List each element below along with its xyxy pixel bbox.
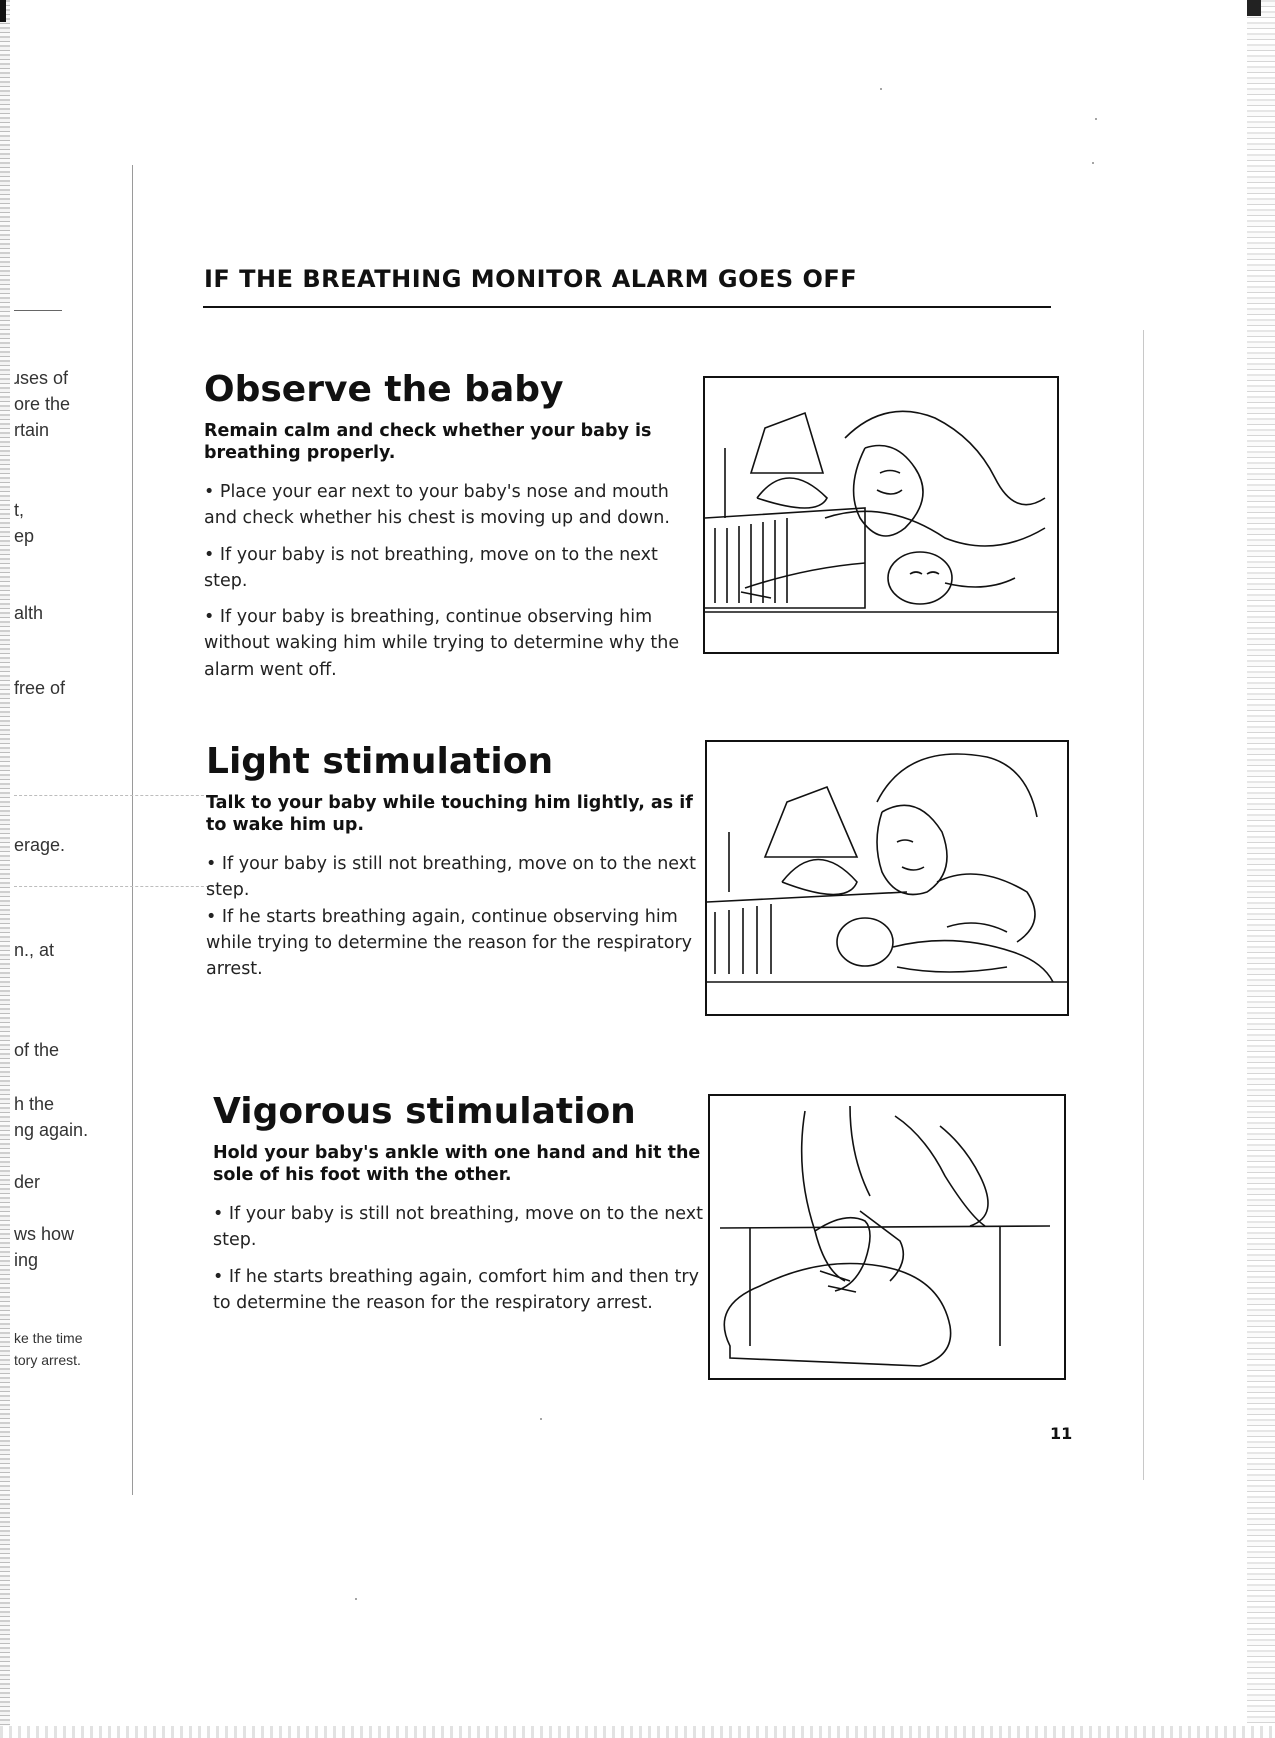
previous-page-fragment: rtain: [14, 420, 50, 440]
previous-page-fragment: h the: [14, 1094, 55, 1114]
previous-page-fragment: n., at: [14, 940, 55, 960]
scan-speck: [880, 88, 882, 90]
section-vigorous-stimulation: [213, 1092, 703, 1326]
scan-edge-right: [1247, 0, 1275, 1738]
section-title: Vigorous stimulation: [213, 1091, 636, 1132]
previous-page-fragment: tory arrest.: [14, 1352, 81, 1368]
previous-page-fragment: ws how: [14, 1224, 75, 1244]
previous-page-margin: [14, 0, 124, 1738]
bullet-item: • If he starts breathing again, comfort him and then try to determine the reason for the respiratory arrest.: [213, 1266, 699, 1313]
previous-page-rule: [14, 310, 62, 311]
scan-speck: [355, 1598, 357, 1600]
previous-page-fragment: erage.: [14, 835, 66, 855]
scan-speck: [1095, 118, 1097, 120]
previous-page-fragment: ore the: [14, 394, 71, 414]
previous-page-fragment: ng again.: [14, 1120, 89, 1140]
hands-holding-baby-foot-illustration: [708, 1094, 1066, 1380]
mother-touching-baby-illustration: [705, 740, 1069, 1016]
scan-edge-bottom: [0, 1726, 1275, 1738]
section-lead: Remain calm and check whether your baby is breathing properly.: [204, 420, 652, 464]
dashed-guide-line: [14, 795, 214, 796]
dashed-guide-line: [14, 886, 214, 887]
mother-listening-to-baby-illustration: [703, 376, 1059, 654]
section-header: IF THE BREATHING MONITOR ALARM GOES OFF: [204, 265, 858, 293]
right-margin-rule: [1143, 330, 1144, 1480]
bullet-item: • If he starts breathing again, continue observing him while trying to determine the reason for the respiratory arrest.: [206, 906, 693, 980]
previous-page-fragment: ing: [14, 1250, 39, 1270]
scan-edge-left: [0, 0, 10, 1738]
section-title: Light stimulation: [206, 741, 554, 782]
previous-page-fragment: free of: [14, 678, 66, 698]
section-lead: Hold your baby's ankle with one hand and hit the sole of his foot with the other.: [213, 1142, 701, 1186]
section-light-stimulation: [206, 742, 696, 992]
previous-page-fragment: t,: [14, 500, 25, 520]
header-rule: [203, 306, 1051, 308]
scan-corner-mark: [1247, 0, 1261, 16]
previous-page-fragment: ep: [14, 526, 35, 546]
scan-mark: [0, 0, 6, 22]
previous-page-fragment: ɹses of: [14, 368, 69, 388]
scan-speck: [1092, 162, 1094, 164]
scan-speck: [540, 1418, 542, 1420]
bullet-item: • If your baby is still not breathing, move on to the next step.: [206, 854, 696, 901]
previous-page-fragment: ke the time: [14, 1330, 83, 1346]
bullet-item: • If your baby is not breathing, move on to the next step.: [204, 544, 658, 591]
page-number: 11: [1050, 1424, 1073, 1443]
bullet-item: • Place your ear next to your baby's nose and mouth and check whether his chest is moving up and down.: [204, 482, 670, 529]
section-observe: [204, 370, 694, 693]
section-lead: Talk to your baby while touching him lightly, as if to wake him up.: [206, 792, 693, 836]
previous-page-fragment: alth: [14, 603, 44, 623]
previous-page-fragment: of the: [14, 1040, 60, 1060]
binding-margin-rule: [132, 165, 133, 1495]
section-title: Observe the baby: [204, 369, 564, 410]
bullet-item: • If your baby is breathing, continue observing him without waking him while trying to determine why the alarm went off.: [204, 607, 680, 680]
previous-page-fragment: der: [14, 1172, 41, 1192]
bullet-item: • If your baby is still not breathing, move on to the next step.: [213, 1204, 703, 1251]
